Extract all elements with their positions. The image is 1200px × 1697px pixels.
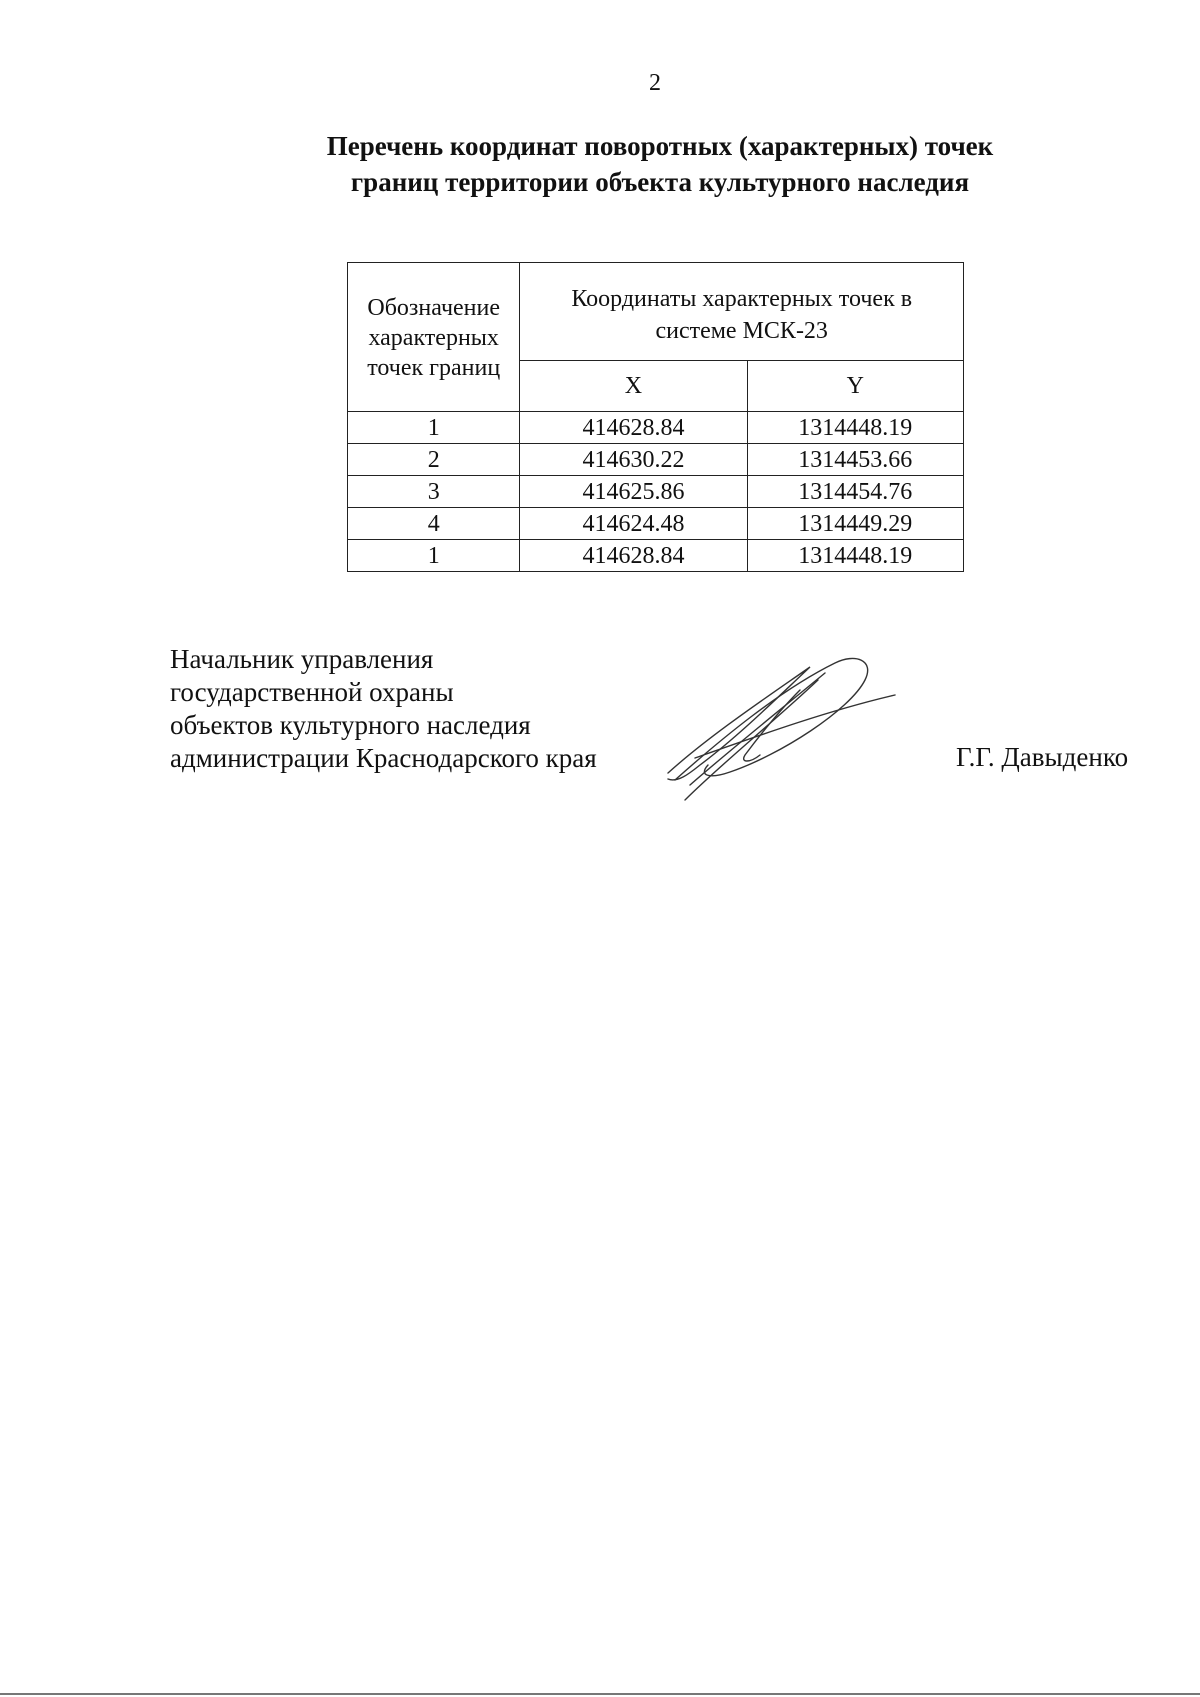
- table-row: [348, 412, 964, 444]
- handwritten-signature: [660, 655, 900, 805]
- table-row: [348, 508, 964, 540]
- x-header: X: [520, 361, 747, 412]
- x-cell: 414624.48: [520, 508, 747, 540]
- y-header: Y: [747, 361, 963, 412]
- table-header-row: [348, 263, 964, 361]
- x-cell: 414628.84: [520, 540, 747, 572]
- point-designation-header: Обозначение характерных точек границ: [348, 263, 520, 412]
- table-row: [348, 540, 964, 572]
- position-line: администрации Краснодарского края: [170, 743, 597, 773]
- table-row: [348, 476, 964, 508]
- position-line: государственной охраны: [170, 677, 454, 707]
- point-cell: 3: [348, 476, 520, 508]
- y-cell: 1314448.19: [747, 540, 963, 572]
- x-cell: 414630.22: [520, 444, 747, 476]
- document-title: [290, 128, 1030, 200]
- page-number: 2: [649, 70, 661, 96]
- title-line-1: Перечень координат поворотных (характерных) точек: [326, 131, 994, 161]
- x-cell: 414628.84: [520, 412, 747, 444]
- position-line: объектов культурного наследия: [170, 710, 531, 740]
- point-cell: 1: [348, 412, 520, 444]
- y-cell: 1314454.76: [747, 476, 963, 508]
- y-cell: 1314448.19: [747, 412, 963, 444]
- scan-edge-line: [0, 1693, 1200, 1695]
- coordinates-header: Координаты характерных точек в системе МСК-23: [520, 263, 964, 361]
- title-line-2: границ территории объекта культурного наследия: [350, 167, 970, 197]
- point-cell: 1: [348, 540, 520, 572]
- y-cell: 1314453.66: [747, 444, 963, 476]
- position-line: Начальник управления: [170, 644, 434, 674]
- x-cell: 414625.86: [520, 476, 747, 508]
- coordinates-table: [347, 262, 964, 572]
- signatory-position: [170, 643, 597, 775]
- point-cell: 2: [348, 444, 520, 476]
- point-cell: 4: [348, 508, 520, 540]
- signer-name: Г.Г. Давыденко: [956, 742, 1129, 772]
- y-cell: 1314449.29: [747, 508, 963, 540]
- table-row: [348, 444, 964, 476]
